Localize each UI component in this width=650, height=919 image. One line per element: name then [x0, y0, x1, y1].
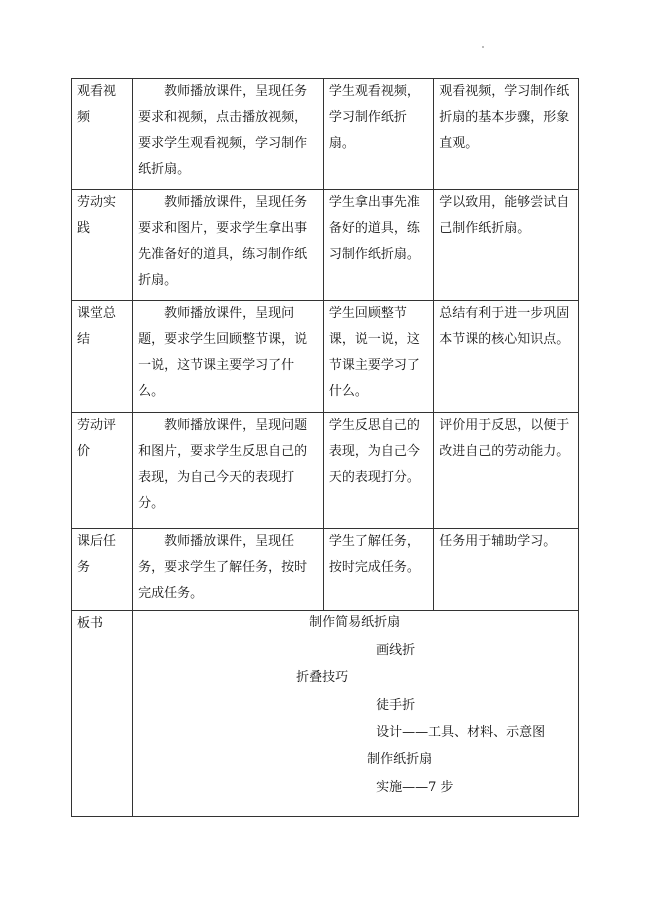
- stray-dot: [482, 46, 484, 48]
- table-row: [72, 301, 579, 413]
- student-activity-cell: 学生了解任务，按时完成任务。: [323, 529, 433, 611]
- board-content: [133, 611, 579, 817]
- teacher-activity-cell: 教师播放课件，呈现问题，要求学生回顾整节课，说一说，这节课主要学习了什么。: [133, 301, 324, 413]
- teacher-activity-cell: 教师播放课件，呈现任务，要求学生了解任务，按时完成任务。: [133, 529, 324, 611]
- student-activity-cell: 学生观看视频，学习制作纸折扇。: [323, 79, 433, 190]
- board-line-huaxian: 画线折: [376, 643, 416, 658]
- teacher-activity-cell: 教师播放课件，呈现任务要求和视频，点击播放视频，要求学生观看视频，学习制作纸折扇。: [133, 79, 324, 190]
- teacher-activity-cell: 教师播放课件，呈现问题和图片，要求学生反思自己的表现，为自己今天的表现打分。: [133, 413, 324, 529]
- teacher-activity-cell: 教师播放课件，呈现任务要求和图片，要求学生拿出事先准备好的道具，练习制作纸折扇。: [133, 190, 324, 301]
- board-line-zhizuo: 制作纸折扇: [367, 752, 433, 767]
- board-title: 制作简易纸折扇: [309, 615, 401, 630]
- student-activity-cell: 学生拿出事先准备好的道具，练习制作纸折扇。: [323, 190, 433, 301]
- design-intent-cell: 总结有利于进一步巩固本节课的核心知识点。: [434, 301, 579, 413]
- step-cell: 课堂总结: [72, 301, 133, 413]
- board-line-shishi: 实施——7 步: [376, 780, 454, 795]
- lesson-plan-table: [71, 78, 579, 817]
- design-intent-cell: 学以致用，能够尝试自己制作纸折扇。: [434, 190, 579, 301]
- design-intent-cell: 观看视频，学习制作纸折扇的基本步骤，形象直观。: [434, 79, 579, 190]
- table-row: [72, 529, 579, 611]
- step-cell: 劳动实践: [72, 190, 133, 301]
- board-line-sheji: 设计——工具、材料、示意图: [376, 725, 546, 740]
- board-line-tushou: 徒手折: [376, 698, 416, 713]
- design-intent-cell: 任务用于辅助学习。: [434, 529, 579, 611]
- student-activity-cell: 学生反思自己的表现，为自己今天的表现打分。: [323, 413, 433, 529]
- step-cell: 观看视频: [72, 79, 133, 190]
- step-cell: 劳动评价: [72, 413, 133, 529]
- board-label: 板书: [72, 611, 133, 817]
- board-row: [72, 611, 579, 817]
- step-cell: 课后任务: [72, 529, 133, 611]
- table-row: [72, 413, 579, 529]
- student-activity-cell: 学生回顾整节课，说一说，这节课主要学习了什么。: [323, 301, 433, 413]
- table-row: [72, 190, 579, 301]
- table-row: [72, 79, 579, 190]
- board-line-jiqiao: 折叠技巧: [296, 670, 349, 685]
- design-intent-cell: 评价用于反思，以便于改进自己的劳动能力。: [434, 413, 579, 529]
